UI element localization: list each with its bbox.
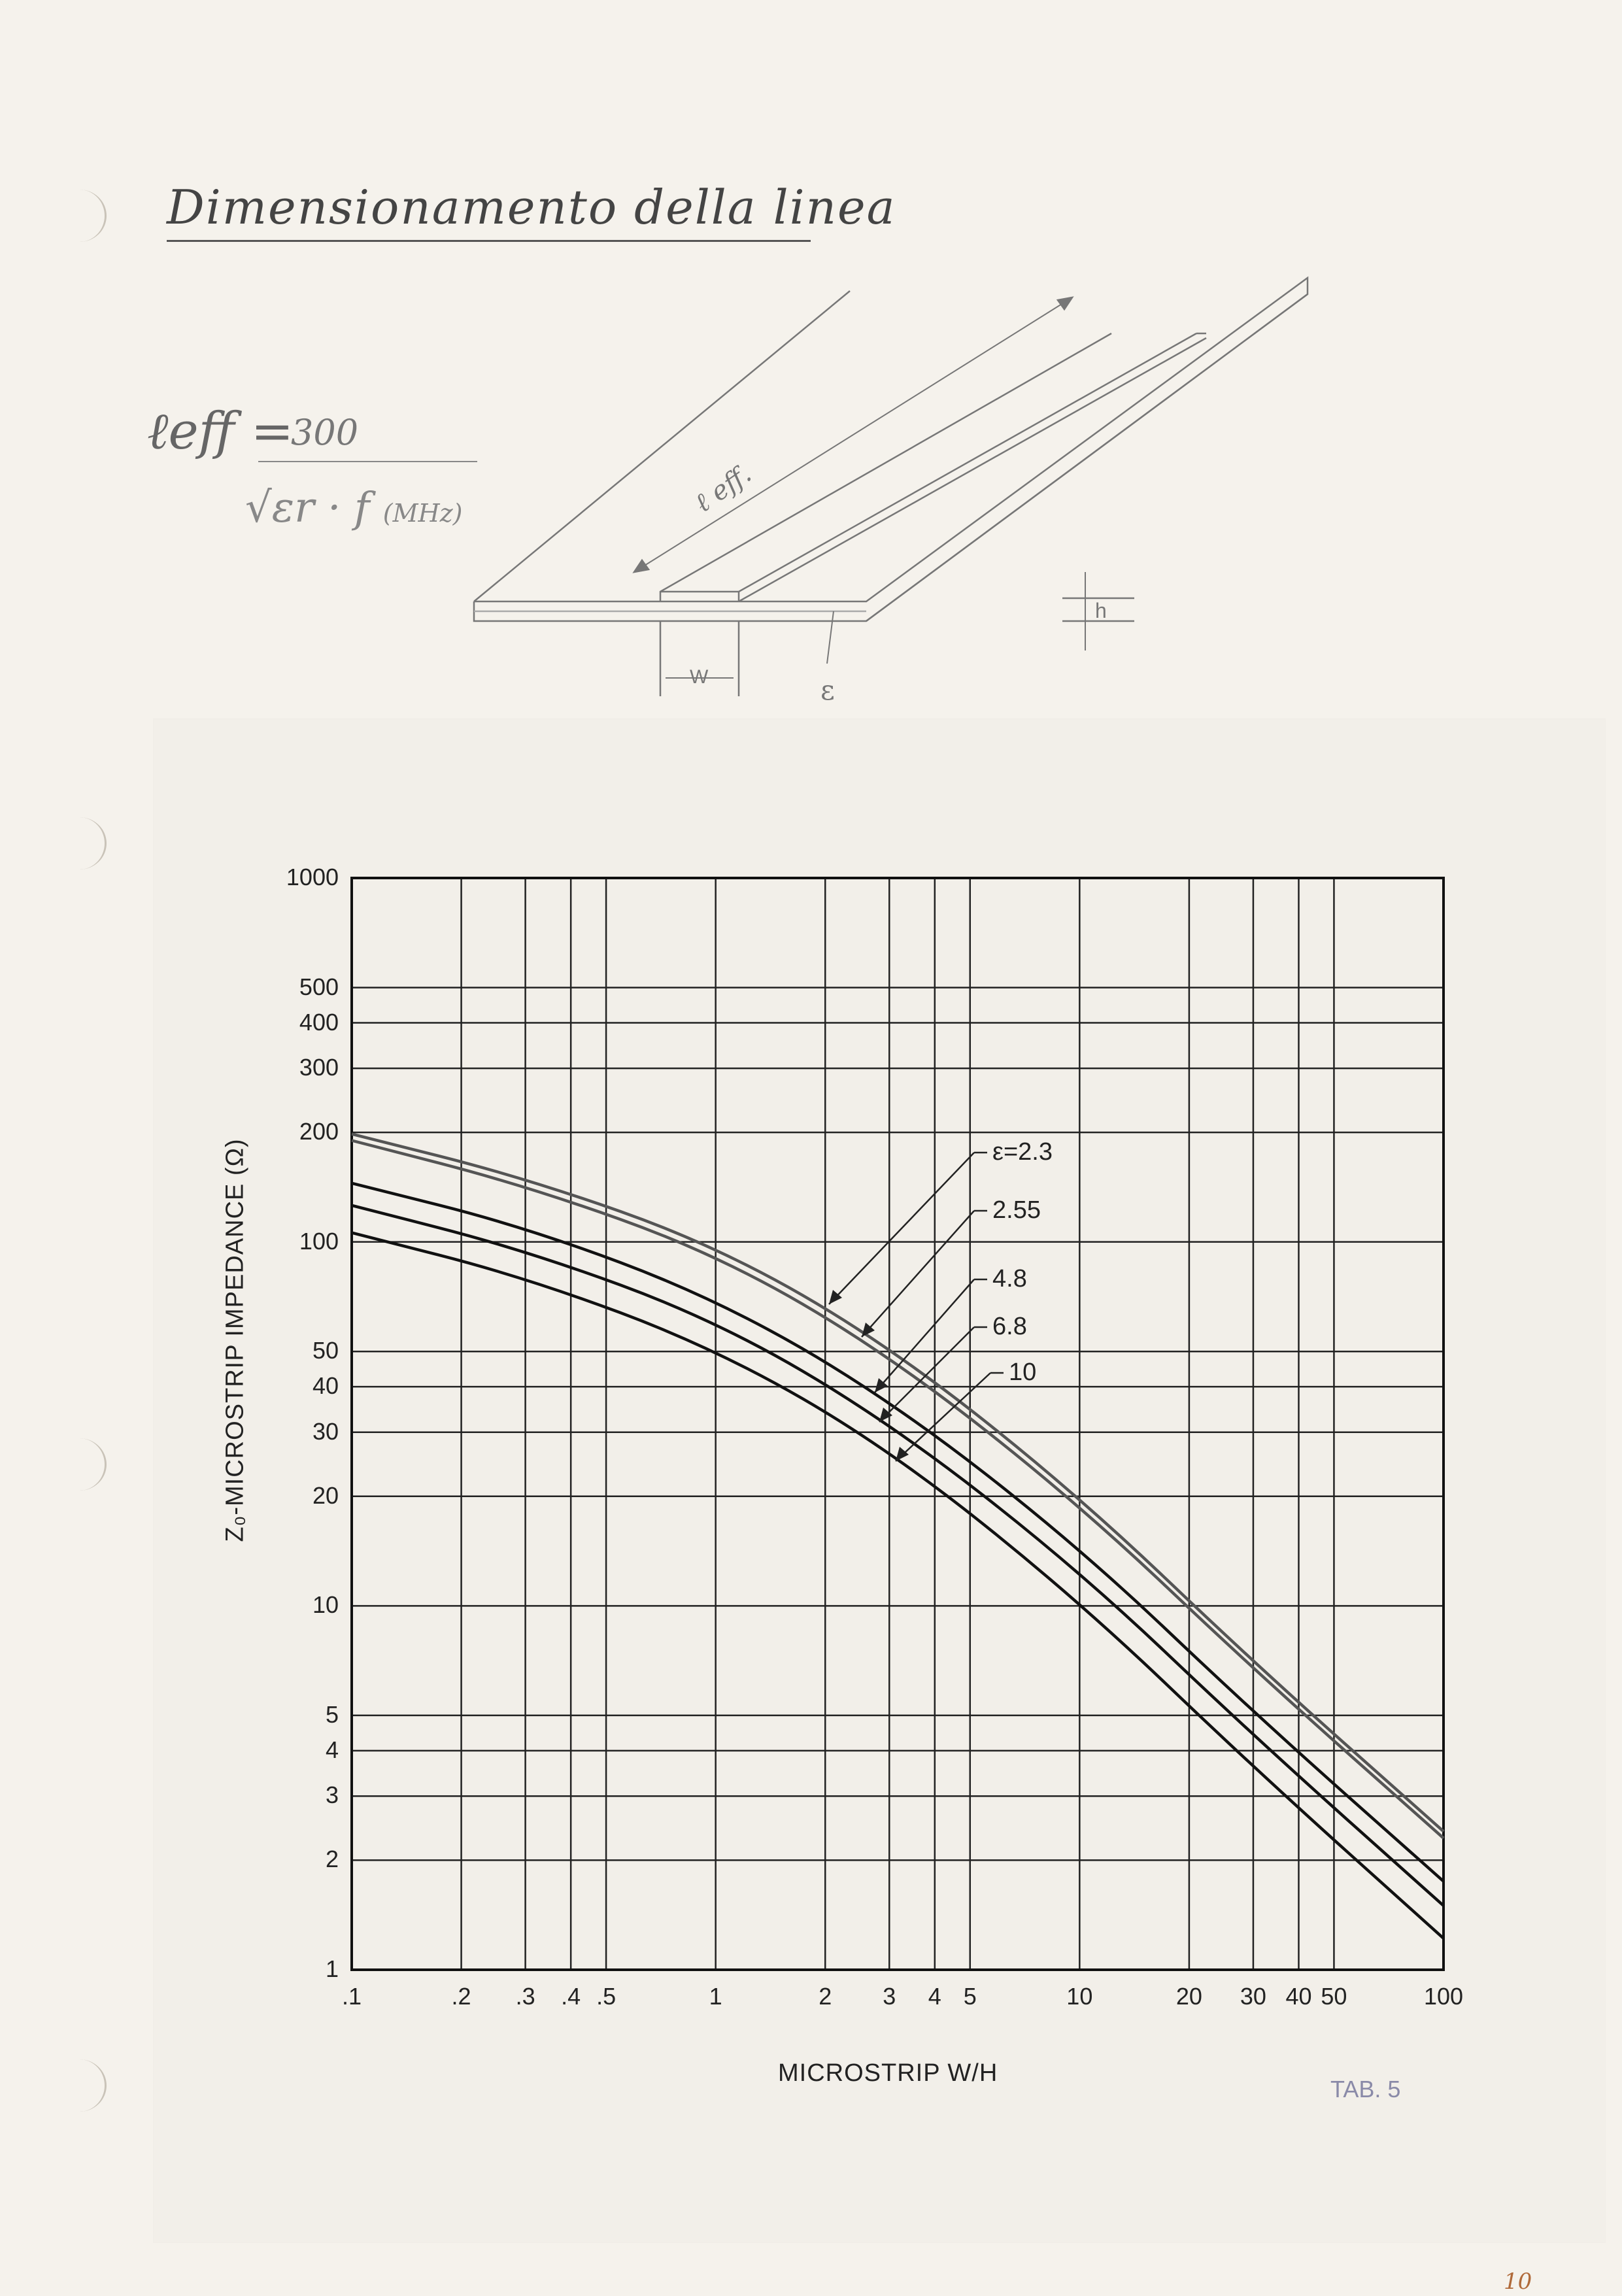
x-tick-label: .3 xyxy=(515,1983,535,2010)
page-number: 10 xyxy=(1504,2269,1532,2295)
width-label: W xyxy=(690,666,709,688)
legend-label: ε=2.3 xyxy=(992,1138,1053,1166)
x-tick-label: .5 xyxy=(596,1983,617,2010)
y-tick-label: 500 xyxy=(299,973,339,1000)
series-line xyxy=(352,1206,1444,1906)
y-tick-label: 5 xyxy=(325,1700,339,1728)
legend-label: 6.8 xyxy=(992,1313,1027,1340)
y-tick-label: 1 xyxy=(325,1955,339,1982)
dielectric-label: ε xyxy=(820,674,835,706)
y-tick-label: 50 xyxy=(312,1337,339,1364)
x-tick-label: 20 xyxy=(1175,1983,1202,2010)
legend-leader xyxy=(829,1153,974,1304)
x-tick-label: 40 xyxy=(1285,1983,1312,2010)
formula-denominator-expr: √εr · f xyxy=(245,484,370,532)
formula-denominator-unit: (MHz) xyxy=(382,499,463,528)
x-tick-label: 5 xyxy=(963,1983,977,2010)
y-tick-label: 300 xyxy=(299,1054,339,1081)
y-tick-label: 20 xyxy=(312,1481,339,1509)
series-line xyxy=(352,1183,1444,1882)
y-tick-label: 30 xyxy=(312,1417,339,1445)
y-tick-label: 400 xyxy=(299,1008,339,1036)
legend-leader xyxy=(879,1327,974,1422)
x-tick-label: 1 xyxy=(709,1983,722,2010)
legend-label: 2.55 xyxy=(992,1196,1041,1224)
y-tick-label: 40 xyxy=(312,1372,339,1400)
y-tick-label: 10 xyxy=(312,1591,339,1619)
series-line xyxy=(352,1233,1444,1938)
x-tick-label: 3 xyxy=(883,1983,896,2010)
plot-frame xyxy=(352,878,1444,1970)
length-label: ℓ eff. xyxy=(689,458,757,519)
x-tick-label: .1 xyxy=(341,1983,362,2010)
height-label: h xyxy=(1095,599,1107,622)
legend-label: 4.8 xyxy=(992,1265,1027,1292)
table-label: TAB. 5 xyxy=(1330,2076,1401,2102)
legend-label: 10 xyxy=(1009,1359,1037,1386)
page-title: Dimensionamento della linea xyxy=(167,180,896,235)
x-tick-label: .4 xyxy=(561,1983,581,2010)
x-tick-label: .2 xyxy=(451,1983,471,2010)
legend-leader xyxy=(862,1211,974,1337)
x-tick-label: 4 xyxy=(928,1983,941,2010)
x-tick-label: 2 xyxy=(819,1983,832,2010)
formula-lhs: ℓeff = xyxy=(147,402,294,461)
x-tick-label: 50 xyxy=(1321,1983,1347,2010)
series-line xyxy=(352,1134,1444,1832)
y-axis-title: Z₀-MICROSTRIP IMPEDANCE (Ω) xyxy=(221,1138,249,1542)
y-tick-label: 200 xyxy=(299,1118,339,1145)
x-tick-label: 10 xyxy=(1066,1983,1093,2010)
legend-arrowhead xyxy=(896,1447,909,1461)
formula-numerator: 300 xyxy=(291,412,359,453)
y-tick-label: 1000 xyxy=(286,864,339,890)
x-tick-label: 30 xyxy=(1240,1983,1266,2010)
y-tick-label: 3 xyxy=(325,1781,339,1809)
x-axis-title: MICROSTRIP W/H xyxy=(778,2059,998,2087)
y-tick-label: 2 xyxy=(325,1846,339,1873)
y-tick-label: 4 xyxy=(325,1736,339,1763)
y-tick-label: 100 xyxy=(299,1227,339,1255)
x-tick-label: 100 xyxy=(1423,1983,1464,2010)
